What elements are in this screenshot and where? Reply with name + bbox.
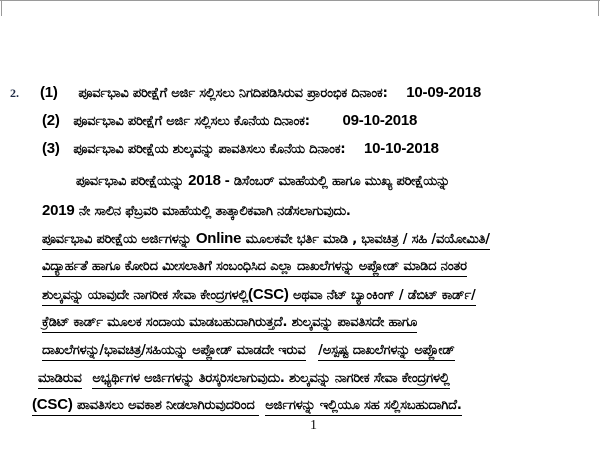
instruction-text: ಶುಲ್ಕವನ್ನು ಯಾವುದೇ ನಾಗರೀಕ ಸೇವಾ ಕೇಂದ್ರಗಳಲ್ಲಿ bbox=[42, 288, 249, 303]
section-number: 2. bbox=[10, 86, 19, 100]
instruction-text: ದಾಖಲೆಗಳನ್ನು/ಭಾವಚಿತ್ರ/ಸಹಿಯನ್ನು ಅಪ್ಲೋಡ್ ಮಾಡದೇ ಇರುವ bbox=[42, 343, 306, 361]
schedule-text: ನೇ ಸಾಲಿನ ಫೆಬ್ರವರಿ ಮಾಹೆಯಲ್ಲಿ ತಾತ್ಕಾಲಿಕವಾಗಿ ನಡೆಸಲಾಗುವುದು. bbox=[78, 204, 351, 219]
instruction-text: ಮೂಲಕವೇ ಭರ್ತಿ ಮಾಡಿ , ಭಾವಚಿತ್ರ / ಸಹಿ /ವಯೋಮಿತಿ/ bbox=[245, 232, 490, 247]
item-label: (1) bbox=[40, 84, 58, 101]
instruction-text: ಮಾಡಿರುವ bbox=[38, 371, 82, 389]
schedule-year: 2018 - bbox=[188, 172, 230, 189]
item-text: ಪೂರ್ವಭಾವಿ ಪರೀಕ್ಷೆಗೆ ಅರ್ಜಿ ಸಲ್ಲಿಸಲು ಕೊನೆಯ ದಿನಾಂಕ: bbox=[73, 114, 310, 129]
instruction-line-4 bbox=[42, 314, 417, 332]
instruction-text: ಪಾವತಿಸಲು ಅವಕಾಶ ನೀಡಲಾಗಿರುವುದರಿಂದ bbox=[77, 398, 255, 413]
instruction-line-1 bbox=[42, 230, 490, 249]
item-date: 09-10-2018 bbox=[342, 112, 418, 129]
instruction-text: ವಿದ್ಯಾರ್ಹತೆ ಹಾಗೂ ಕೋರಿದ ಮೀಸಲಾತಿಗೆ ಸಂಬಂಧಿಸಿದ ಎಲ್ಲಾ ದಾಖಲೆಗಳನ್ನು ಅಪ್ಲೋಡ್ ಮಾಡಿದ ನಂತರ bbox=[42, 259, 467, 277]
csc-keyword: (CSC) bbox=[248, 286, 289, 303]
schedule-text: ಪೂರ್ವಭಾವಿ ಪರೀಕ್ಷೆಯನ್ನು bbox=[76, 174, 184, 189]
schedule-line-2 bbox=[42, 202, 351, 221]
schedule-line-1 bbox=[76, 172, 450, 191]
item-label: (2) bbox=[42, 112, 60, 129]
page-corner-tick-left bbox=[1, 1, 2, 16]
instruction-text: ಕ್ರೆಡಿಟ್ ಕಾರ್ಡ್ ಮೂಲಕ ಸಂದಾಯ ಮಾಡಬಹುದಾಗಿರುತ್ತದೆ. ಶುಲ್ಕವನ್ನು ಪಾವತಿಸದೇ ಹಾಗೂ bbox=[42, 315, 417, 333]
schedule-text: ಡಿಸೆಂಬರ್ ಮಾಹೆಯಲ್ಲಿ ಹಾಗೂ ಮುಖ್ಯ ಪರೀಕ್ಷೆಯನ್ನು bbox=[233, 174, 450, 189]
item-date: 10-09-2018 bbox=[406, 84, 481, 101]
instruction-line-3 bbox=[42, 286, 476, 305]
item-text: ಪೂರ್ವಭಾವಿ ಪರೀಕ್ಷೆಗೆ ಅರ್ಜಿ ಸಲ್ಲಿಸಲು ನಿಗದಿಪಡಿಸಿರುವ ಪ್ರಾರಂಭಿಕ ದಿನಾಂಕ: bbox=[78, 86, 388, 101]
deadline-item-2 bbox=[42, 112, 417, 131]
item-text: ಪೂರ್ವಭಾವಿ ಪರೀಕ್ಷೆಯ ಶುಲ್ಕವನ್ನು ಪಾವತಿಸಲು ಕೊನೆಯ ದಿನಾಂಕ: bbox=[73, 142, 346, 157]
item-date: 10-10-2018 bbox=[364, 140, 439, 157]
instruction-text: ಅಥವಾ ನೆಟ್ ಬ್ಯಾಂಕಿಂಗ್ / ಡೆಬಿಟ್ ಕಾರ್ಡ್/ bbox=[293, 288, 476, 303]
instruction-line-2 bbox=[42, 258, 467, 276]
instruction-text: /ಅಸ್ಪಷ್ಟ ದಾಖಲೆಗಳನ್ನು ಅಪ್ಲೋಡ್ bbox=[318, 343, 455, 361]
instruction-line-5 bbox=[42, 342, 455, 360]
csc-keyword: (CSC) bbox=[32, 396, 73, 413]
instruction-text: ಪೂರ್ವಭಾವಿ ಪರೀಕ್ಷೆಯ ಅರ್ಜಿಗಳನ್ನು bbox=[42, 232, 192, 247]
instruction-text: ಅಭ್ಯರ್ಥಿಗಳ ಅರ್ಜಿಗಳನ್ನು ತಿರಸ್ಕರಿಸಲಾಗುವುದು. ಶುಲ್ಕವನ್ನು ನಾಗರೀಕ ಸೇವಾ ಕೇಂದ್ರಗಳಲ್ಲಿ bbox=[92, 371, 449, 389]
item-label: (3) bbox=[42, 140, 60, 157]
schedule-year: 2019 bbox=[42, 202, 75, 219]
deadline-item-1 bbox=[40, 84, 481, 103]
deadline-item-3 bbox=[42, 140, 439, 159]
page-top-border bbox=[0, 0, 600, 16]
instruction-line-6 bbox=[38, 370, 450, 388]
instruction-line-7 bbox=[32, 396, 462, 415]
instruction-text: ಅರ್ಜಿಗಳನ್ನು ಇಲ್ಲಿಯೂ ಸಹ ಸಲ್ಲಿಸಬಹುದಾಗಿದೆ. bbox=[265, 398, 461, 416]
page-number: 1 bbox=[310, 418, 317, 433]
online-keyword: Online bbox=[195, 230, 242, 247]
page-corner-tick-right bbox=[598, 1, 599, 16]
